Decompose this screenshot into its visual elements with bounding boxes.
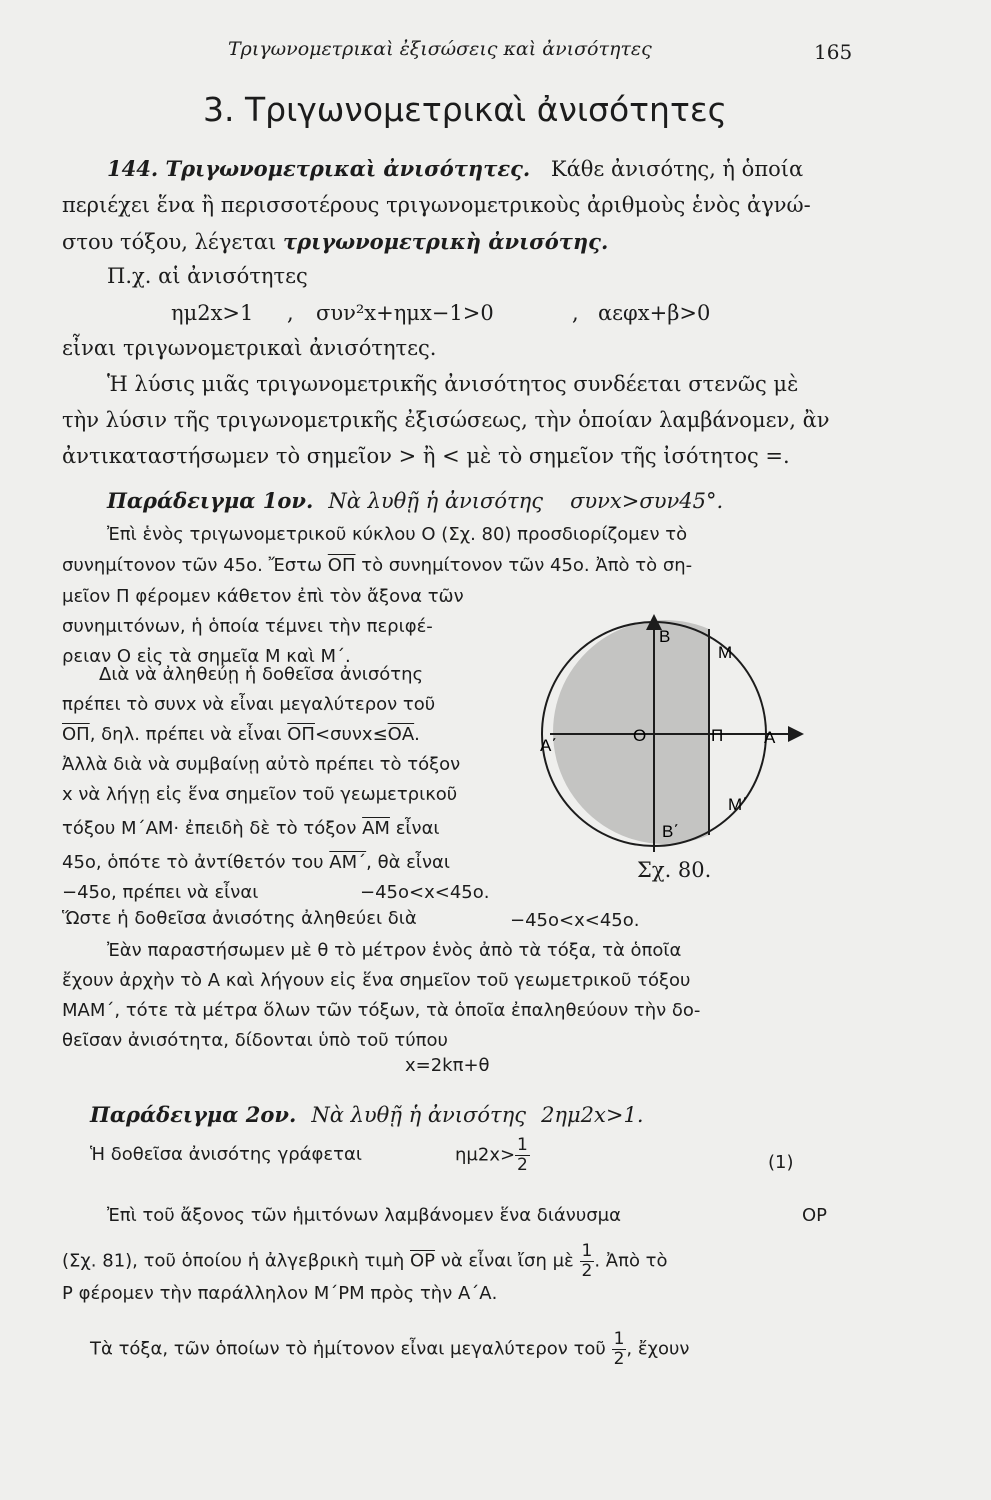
example1-heading-line xyxy=(107,488,723,513)
fraction-num-3: 1 xyxy=(613,1329,625,1349)
label-o: Ο xyxy=(633,726,647,745)
para144-line3 xyxy=(62,229,608,254)
fraction-half xyxy=(515,1136,530,1175)
segment-op-2: $\overline{O\Pi}$ xyxy=(62,724,90,745)
ex1-line5: ρειαν Ο εἰς τὰ σημεῖα Μ καὶ Μ΄. xyxy=(62,646,351,667)
ex1-line14-a: Ὥστε ἡ δοθεῖσα ἀνισότης ἀληθεύει διὰ xyxy=(62,908,417,929)
ex1-line4: συνημιτόνων, ἡ ὁποία τέμνει τὴν περιφέ- xyxy=(62,616,433,637)
ex2-line2: Ἐπὶ τοῦ ἄξονος τῶν ἡμιτόνων λαμβάνομεν ἕνα διάνυσμα xyxy=(107,1205,621,1226)
ex2-line3 xyxy=(62,1242,668,1281)
label-m-prime: Μ΄ xyxy=(728,795,748,814)
page-number: 165 xyxy=(814,40,853,64)
ex2-line5-a: Τὰ τόξα, τῶν ὁποίων τὸ ἡμίτονον εἶναι μεγαλύτερον τοῦ xyxy=(90,1338,606,1360)
figure-caption: Σχ. 80. xyxy=(637,858,712,882)
ex1-line17: ΜΑΜ΄, τότε τὰ μέτρα ὅλων τῶν τόξων, τὰ ὁποῖα ἐπαληθεύουν τὴν δο- xyxy=(62,1000,701,1021)
fraction-half-3 xyxy=(612,1330,627,1369)
section-title: 3. Τριγωνομετρικαὶ ἀνισότητες xyxy=(203,90,728,129)
arc-am-prime: $\overline{AM΄}$ xyxy=(329,852,367,873)
para144-line3-a: στου τόξου, λέγεται xyxy=(62,230,277,254)
figure-80 xyxy=(540,612,820,872)
para144-line1 xyxy=(107,156,803,181)
ex2-line3-a: (Σχ. 81), τοῦ ὁποίου ἡ ἀλγεβρικὴ τιμὴ xyxy=(62,1250,405,1272)
ex1-line15: Ἐὰν παραστήσωμεν μὲ θ τὸ μέτρον ἑνὸς ἀπὸ τὰ τόξα, τὰ ὁποῖα xyxy=(107,940,682,961)
ex1-line1: Ἐπὶ ἑνὸς τριγωνομετρικοῦ κύκλου Ο (Σχ. 80) προσδιορίζομεν τὸ xyxy=(107,524,688,545)
fraction-num: 1 xyxy=(517,1135,528,1155)
ex1-line2-b: τὸ συνημίτονον τῶν 45ο. Ἀπὸ τὸ ση- xyxy=(361,555,693,576)
example1-heading: Παράδειγμα 1ον. xyxy=(107,488,314,513)
ineq-comma-1: , xyxy=(287,301,294,325)
running-header: Τριγωνομετρικαὶ ἐξισώσεις καὶ ἀνισότητες xyxy=(228,38,652,60)
ineq2: συν²x+ημx−1>0 xyxy=(316,301,494,325)
para144-line1-rest: Κάθε ἀνισότης, ἡ ὁποία xyxy=(550,157,804,181)
fraction-den-3: 2 xyxy=(613,1349,625,1369)
ex1-line6: Διὰ νὰ ἀληθεύῃ ἡ δοθεῖσα ἀνισότης xyxy=(99,664,424,685)
ex1-line8-a: , δηλ. πρέπει νὰ εἶναι xyxy=(89,724,282,745)
ex1-line11 xyxy=(62,818,440,839)
example2-statement: Νὰ λυθῇ ἡ ἀνισότης xyxy=(311,1103,526,1127)
fraction-half-2 xyxy=(580,1242,595,1281)
ex1-line12-a: 45ο, ὁπότε τὸ ἀντίθετόν του xyxy=(62,852,324,873)
segment-op-algebraic: $\overline{OP}$ xyxy=(410,1250,436,1272)
ineq1: ημ2x>1 xyxy=(171,301,254,325)
label-m: Μ xyxy=(718,643,733,662)
segment-op: $\overline{O\Pi}$ xyxy=(327,555,356,576)
ex2-line5 xyxy=(90,1330,689,1369)
ineq-comma-2: , xyxy=(572,301,579,325)
para144-number: 144. Τριγωνομετρικαὶ ἀνισότητες. xyxy=(107,156,531,181)
para144-line2: περιέχει ἕνα ἢ περισσοτέρους τριγωνομετρικοὺς ἀριθμοὺς ἑνὸς ἀγνώ- xyxy=(62,193,811,217)
example1-statement: Νὰ λυθῇ ἡ ἀνισότης xyxy=(328,489,543,513)
ex2-line1-a: Ἡ δοθεῖσα ἀνισότης γράφεται xyxy=(90,1144,362,1165)
ex1-line8-end: . xyxy=(414,724,420,745)
segment-oa: $\overline{OA}$ xyxy=(387,724,415,745)
ex1-line8 xyxy=(62,724,420,745)
para144-line7: τὴν λύσιν τῆς τριγωνομετρικῆς ἐξισώσεως, τὴν ὁποίαν λαμβάνομεν, ἂν xyxy=(62,408,830,432)
fraction-den: 2 xyxy=(517,1155,528,1175)
ex1-line16: ἔχουν ἀρχὴν τὸ Α καὶ λήγουν εἰς ἕνα σημεῖον τοῦ γεωμετρικοῦ τόξου xyxy=(62,970,691,991)
example1-inequality: συνx>συν45°. xyxy=(570,489,724,513)
label-b-prime: Β΄ xyxy=(662,822,679,841)
ex2-line1-b xyxy=(455,1136,530,1175)
ex1-line13-a: −45ο, πρέπει νὰ εἶναι xyxy=(62,882,259,903)
ex1-line2-a: συνημίτονον τῶν 45ο. Ἔστω xyxy=(62,555,323,576)
para144-line5: εἶναι τριγωνομετρικαὶ ἀνισότητες. xyxy=(62,336,437,360)
ex1-line18: θεῖσαν ἀνισότητα, δίδονται ὑπὸ τοῦ τύπου xyxy=(62,1030,448,1051)
ex1-line12 xyxy=(62,852,450,873)
label-b: Β xyxy=(659,627,671,646)
vector-op: ΟΡ xyxy=(802,1205,828,1226)
ex2-line3-b: νὰ εἶναι ἴση μὲ xyxy=(440,1250,574,1272)
ex1-line2 xyxy=(62,555,692,576)
fraction-num-2: 1 xyxy=(581,1241,593,1261)
para144-line6: Ἡ λύσις μιᾶς τριγωνομετρικῆς ἀνισότητος συνδέεται στενῶς μὲ xyxy=(107,372,799,396)
ex2-ineq: ημ2x> xyxy=(455,1144,516,1166)
para144-term: τριγωνομετρικὴ ἀνισότης. xyxy=(282,229,609,254)
fraction-den-2: 2 xyxy=(581,1261,593,1281)
label-a: Α xyxy=(764,728,776,747)
ex1-line9: Ἀλλὰ διὰ νὰ συμβαίνῃ αὐτὸ πρέπει τὸ τόξον xyxy=(62,754,461,775)
equation-number: (1) xyxy=(768,1152,794,1173)
ex2-line3-c: . Ἀπὸ τὸ xyxy=(594,1250,668,1272)
example2-inequality: 2ημ2x>1. xyxy=(541,1103,644,1127)
ex1-line11-b: εἶναι xyxy=(395,818,440,839)
ex1-line12-b: , θὰ εἶναι xyxy=(366,852,451,873)
arc-am: $\overline{AM}$ xyxy=(362,818,390,839)
formula: x=2kπ+θ xyxy=(405,1055,490,1076)
ex1-line8-mid: <συνx≤ xyxy=(314,724,388,745)
ex1-line11-a: τόξου Μ΄ΑΜ· ἐπειδὴ δὲ τὸ τόξον xyxy=(62,818,357,839)
ex2-line5-b: , ἔχουν xyxy=(626,1338,690,1360)
para144-line8: ἀντικαταστήσωμεν τὸ σημεῖον > ἢ < μὲ τὸ σημεῖον τῆς ἰσότητος =. xyxy=(62,444,790,468)
ineq3: αεφx+β>0 xyxy=(598,301,711,325)
segment-op-3: $\overline{O\Pi}$ xyxy=(287,724,315,745)
para144-eg: Π.χ. αἱ ἀνισότητες xyxy=(107,264,308,288)
ex1-line13-b: −45ο<x<45ο. xyxy=(360,882,490,903)
label-a-prime: Α΄ xyxy=(540,736,557,755)
label-p: Π xyxy=(711,726,724,745)
ex1-line7: πρέπει τὸ συνx νὰ εἶναι μεγαλύτερον τοῦ xyxy=(62,694,436,715)
ex1-line3: μεῖον Π φέρομεν κάθετον ἐπὶ τὸν ἄξονα τῶν xyxy=(62,586,464,607)
example2-heading-line xyxy=(90,1102,644,1127)
ex1-line10: x νὰ λήγῃ εἰς ἕνα σημεῖον τοῦ γεωμετρικοῦ xyxy=(62,784,458,805)
example2-heading: Παράδειγμα 2ον. xyxy=(90,1102,297,1127)
ex1-line14-b: −45ο<x<45ο. xyxy=(510,910,640,931)
ex2-line4: Ρ φέρομεν τὴν παράλληλον Μ΄ΡΜ πρὸς τὴν Α΄Α. xyxy=(62,1283,498,1304)
